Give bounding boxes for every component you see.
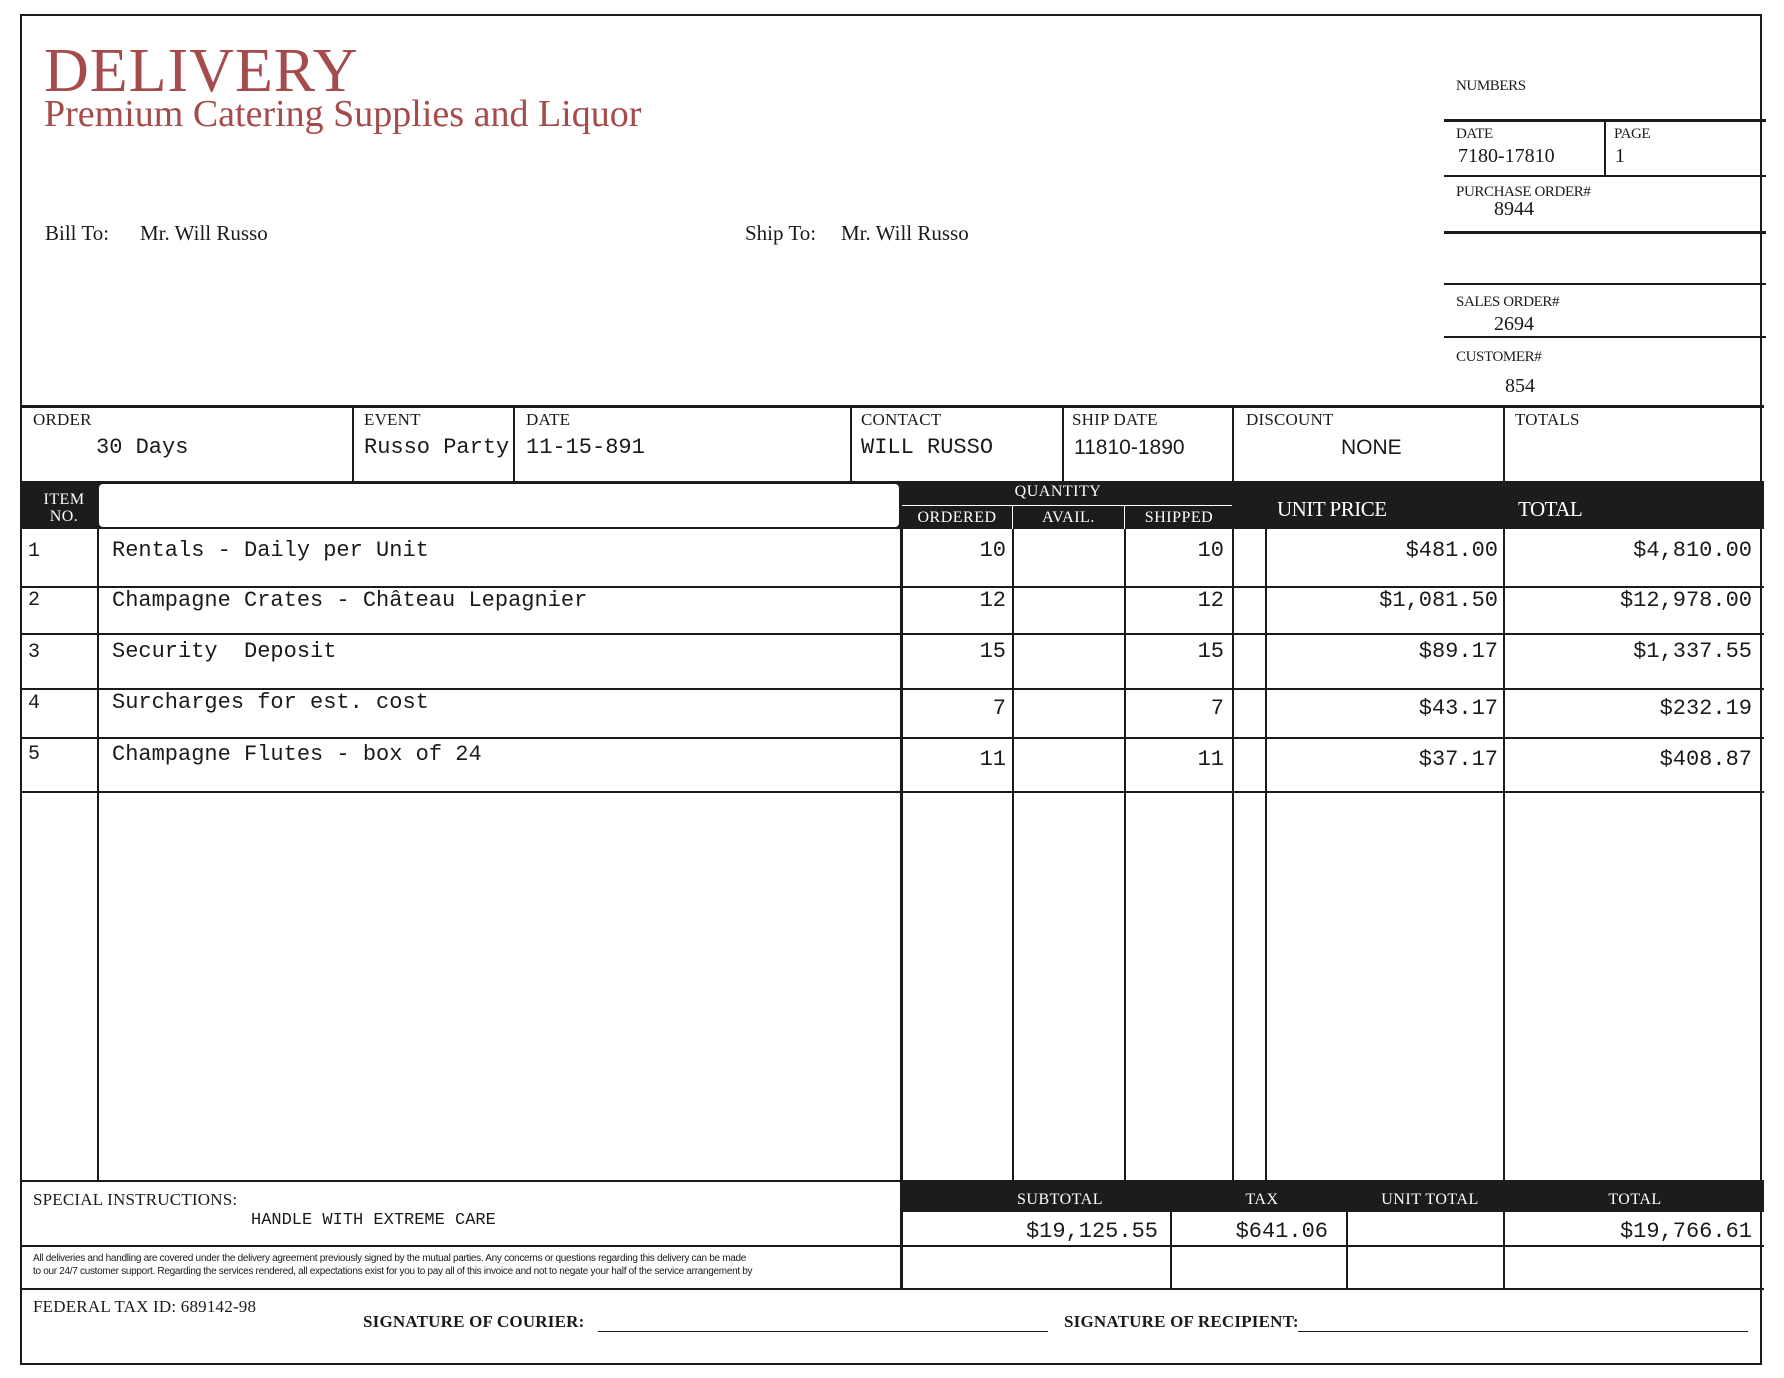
divider	[20, 791, 1764, 793]
divider	[1604, 120, 1606, 176]
page-label: PAGE	[1614, 126, 1651, 142]
avail-header: AVAIL.	[1042, 509, 1095, 526]
divider	[1232, 406, 1234, 481]
row-shipped: 15	[1197, 639, 1224, 664]
row-total: $408.87	[1659, 747, 1752, 772]
date-value: 7180-17810	[1458, 145, 1555, 167]
grand-total-value: $19,766.61	[1619, 1219, 1752, 1244]
row-unit-price: $43.17	[1418, 696, 1498, 721]
so-value: 2694	[1494, 313, 1534, 335]
po-label: PURCHASE ORDER#	[1456, 184, 1591, 200]
event-label: EVENT	[364, 410, 421, 429]
divider	[20, 1288, 1764, 1290]
so-label: SALES ORDER#	[1456, 294, 1560, 310]
shipped-header: SHIPPED	[1144, 509, 1214, 526]
row-ordered: 11	[979, 747, 1006, 772]
row-unit-price: $1,081.50	[1379, 588, 1498, 613]
row-description: Rentals - Daily per Unit	[112, 538, 429, 563]
divider	[1062, 406, 1064, 481]
row-shipped: 12	[1197, 588, 1224, 613]
document-title: DELIVERY	[44, 37, 359, 105]
ordered-header: ORDERED	[917, 509, 997, 526]
row-total: $4,810.00	[1633, 538, 1752, 563]
divider	[20, 1180, 902, 1182]
divider	[97, 529, 99, 1181]
event-value: Russo Party	[364, 435, 510, 460]
row-item-no: 4	[28, 692, 41, 715]
row-total: $12,978.00	[1619, 588, 1752, 613]
recipient-signature-label: SIGNATURE OF RECIPIENT:	[1064, 1312, 1299, 1331]
divider	[1444, 231, 1766, 234]
row-unit-price: $37.17	[1418, 747, 1498, 772]
row-ordered: 12	[979, 588, 1006, 613]
row-description: Surcharges for est. cost	[112, 690, 429, 715]
unit-price-header: UNIT PRICE	[1277, 497, 1387, 521]
ship-to-name: Mr. Will Russo	[841, 221, 969, 245]
row-unit-price: $89.17	[1418, 639, 1498, 664]
divider	[1012, 529, 1014, 1181]
order-label: ORDER	[33, 410, 92, 429]
unit-total-header: UNIT TOTAL	[1381, 1191, 1479, 1208]
info-date-value: 11-15-891	[526, 435, 645, 460]
grand-total-header: TOTAL	[1608, 1191, 1662, 1208]
divider	[20, 1245, 1764, 1247]
divider	[352, 406, 354, 481]
divider	[1170, 1212, 1172, 1288]
quantity-header: QUANTITY	[1014, 483, 1102, 500]
divider	[1444, 336, 1766, 338]
row-ordered: 7	[992, 696, 1006, 721]
row-total: $232.19	[1659, 696, 1752, 721]
order-value: 30 Days	[96, 435, 189, 460]
info-date-label: DATE	[526, 410, 571, 429]
divider	[900, 1212, 903, 1288]
date-label: DATE	[1456, 126, 1493, 142]
divider	[20, 737, 1764, 739]
contact-value: WILL RUSSO	[861, 435, 994, 460]
divider	[1265, 529, 1267, 1181]
bill-to-name: Mr. Will Russo	[140, 221, 268, 245]
bill-to-label: Bill To:	[45, 221, 110, 245]
row-description: Security Deposit	[112, 639, 337, 664]
courier-signature-label: SIGNATURE OF COURIER:	[363, 1312, 585, 1331]
special-instructions-label: SPECIAL INSTRUCTIONS:	[33, 1190, 238, 1209]
discount-label: DISCOUNT	[1246, 410, 1334, 429]
customer-value: 854	[1505, 375, 1535, 397]
disclaimer-line-2: to our 24/7 customer support. Regarding the services rendered, all expectations exist for you to pay all of this invoice and not to negate your half of the service arrangement by	[33, 1266, 753, 1277]
page-value: 1	[1615, 145, 1625, 167]
row-shipped: 10	[1197, 538, 1224, 563]
row-unit-price: $481.00	[1405, 538, 1498, 563]
ship-date-value: 11810-1890	[1074, 436, 1185, 459]
row-ordered: 15	[979, 639, 1006, 664]
divider	[902, 505, 1232, 506]
divider	[1346, 1212, 1348, 1288]
row-item-no: 3	[28, 641, 41, 664]
divider	[513, 406, 515, 481]
divider	[1503, 529, 1505, 1181]
subtotal-value: $19,125.55	[1025, 1219, 1158, 1244]
numbers-title: NUMBERS	[1456, 78, 1526, 94]
company-name: Premium Catering Supplies and Liquor	[44, 93, 642, 135]
item-no-header-line1: ITEM	[43, 491, 85, 508]
divider	[1503, 406, 1505, 481]
discount-value: NONE	[1341, 436, 1402, 459]
row-item-no: 2	[28, 589, 41, 612]
divider	[1444, 283, 1766, 285]
divider	[20, 633, 1764, 635]
contact-label: CONTACT	[861, 410, 942, 429]
description-header-box	[99, 484, 899, 527]
divider	[850, 406, 852, 481]
ship-date-label: SHIP DATE	[1072, 410, 1158, 429]
row-shipped: 11	[1197, 747, 1224, 772]
divider	[1444, 175, 1766, 177]
divider	[900, 529, 903, 1181]
total-header: TOTAL	[1518, 497, 1583, 521]
row-description: Champagne Flutes - box of 24	[112, 742, 482, 767]
row-item-no: 1	[28, 540, 41, 563]
ship-to-label: Ship To:	[745, 221, 817, 245]
row-description: Champagne Crates - Château Lepagnier	[112, 588, 588, 613]
item-no-header	[20, 491, 108, 525]
row-shipped: 7	[1210, 696, 1224, 721]
customer-label: CUSTOMER#	[1456, 349, 1542, 365]
divider	[1503, 1212, 1505, 1288]
tax-value: $641.06	[1235, 1219, 1328, 1244]
federal-tax-id: FEDERAL TAX ID: 689142-98	[33, 1297, 257, 1316]
divider	[1232, 529, 1234, 1181]
row-total: $1,337.55	[1633, 639, 1752, 664]
po-value: 8944	[1494, 198, 1534, 220]
totals-label: TOTALS	[1515, 410, 1580, 429]
recipient-signature-line[interactable]	[1298, 1331, 1748, 1332]
tax-header: TAX	[1245, 1191, 1279, 1208]
courier-signature-line[interactable]	[598, 1331, 1048, 1332]
row-item-no: 5	[28, 743, 41, 766]
disclaimer-line-1: All deliveries and handling are covered under the delivery agreement previously signed by the mutual parties. Any concerns or questions regarding this delivery can be made	[33, 1253, 747, 1264]
special-instructions-value: HANDLE WITH EXTREME CARE	[251, 1211, 496, 1230]
item-no-header-line2: NO.	[49, 508, 79, 525]
subtotal-header: SUBTOTAL	[1017, 1191, 1103, 1208]
row-ordered: 10	[979, 538, 1006, 563]
divider	[1124, 529, 1126, 1181]
